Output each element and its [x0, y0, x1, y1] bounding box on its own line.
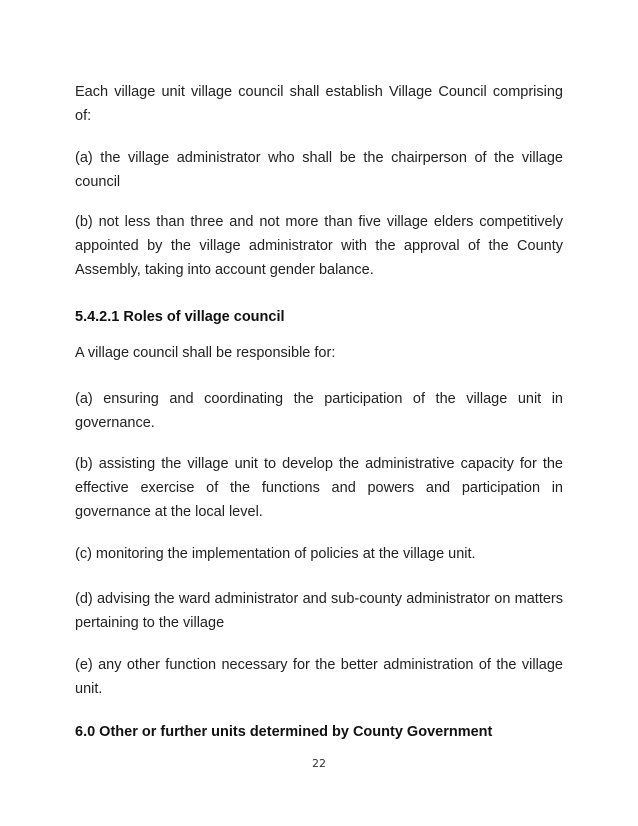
- page-number: 22: [312, 757, 326, 770]
- role-item-d: (d) advising the ward administrator and sub-county administrator on matters pertaining to the village: [75, 591, 563, 631]
- role-item-a: (a) ensuring and coordinating the participation of the village unit in governance.: [75, 391, 563, 431]
- role-item-e: (e) any other function necessary for the better administration of the village unit.: [75, 657, 563, 697]
- council-item-b: (b) not less than three and not more than five village elders competitively appointed by the village administrator with the approval of the County Assembly, taking into account gender balance.: [75, 214, 563, 278]
- roles-intro-paragraph: A village council shall be responsible for:: [75, 345, 336, 361]
- role-item-c: (c) monitoring the implementation of policies at the village unit.: [75, 546, 476, 562]
- intro-paragraph: Each village unit village council shall establish Village Council comprising of:: [75, 84, 563, 124]
- section-heading-roles: 5.4.2.1 Roles of village council: [75, 309, 285, 325]
- council-item-a: (a) the village administrator who shall be the chairperson of the village council: [75, 150, 563, 190]
- role-item-b: (b) assisting the village unit to develop the administrative capacity for the effective exercise of the functions and powers and participation in governance at the local level.: [75, 456, 563, 520]
- section-heading-other-units: 6.0 Other or further units determined by County Government: [75, 724, 493, 740]
